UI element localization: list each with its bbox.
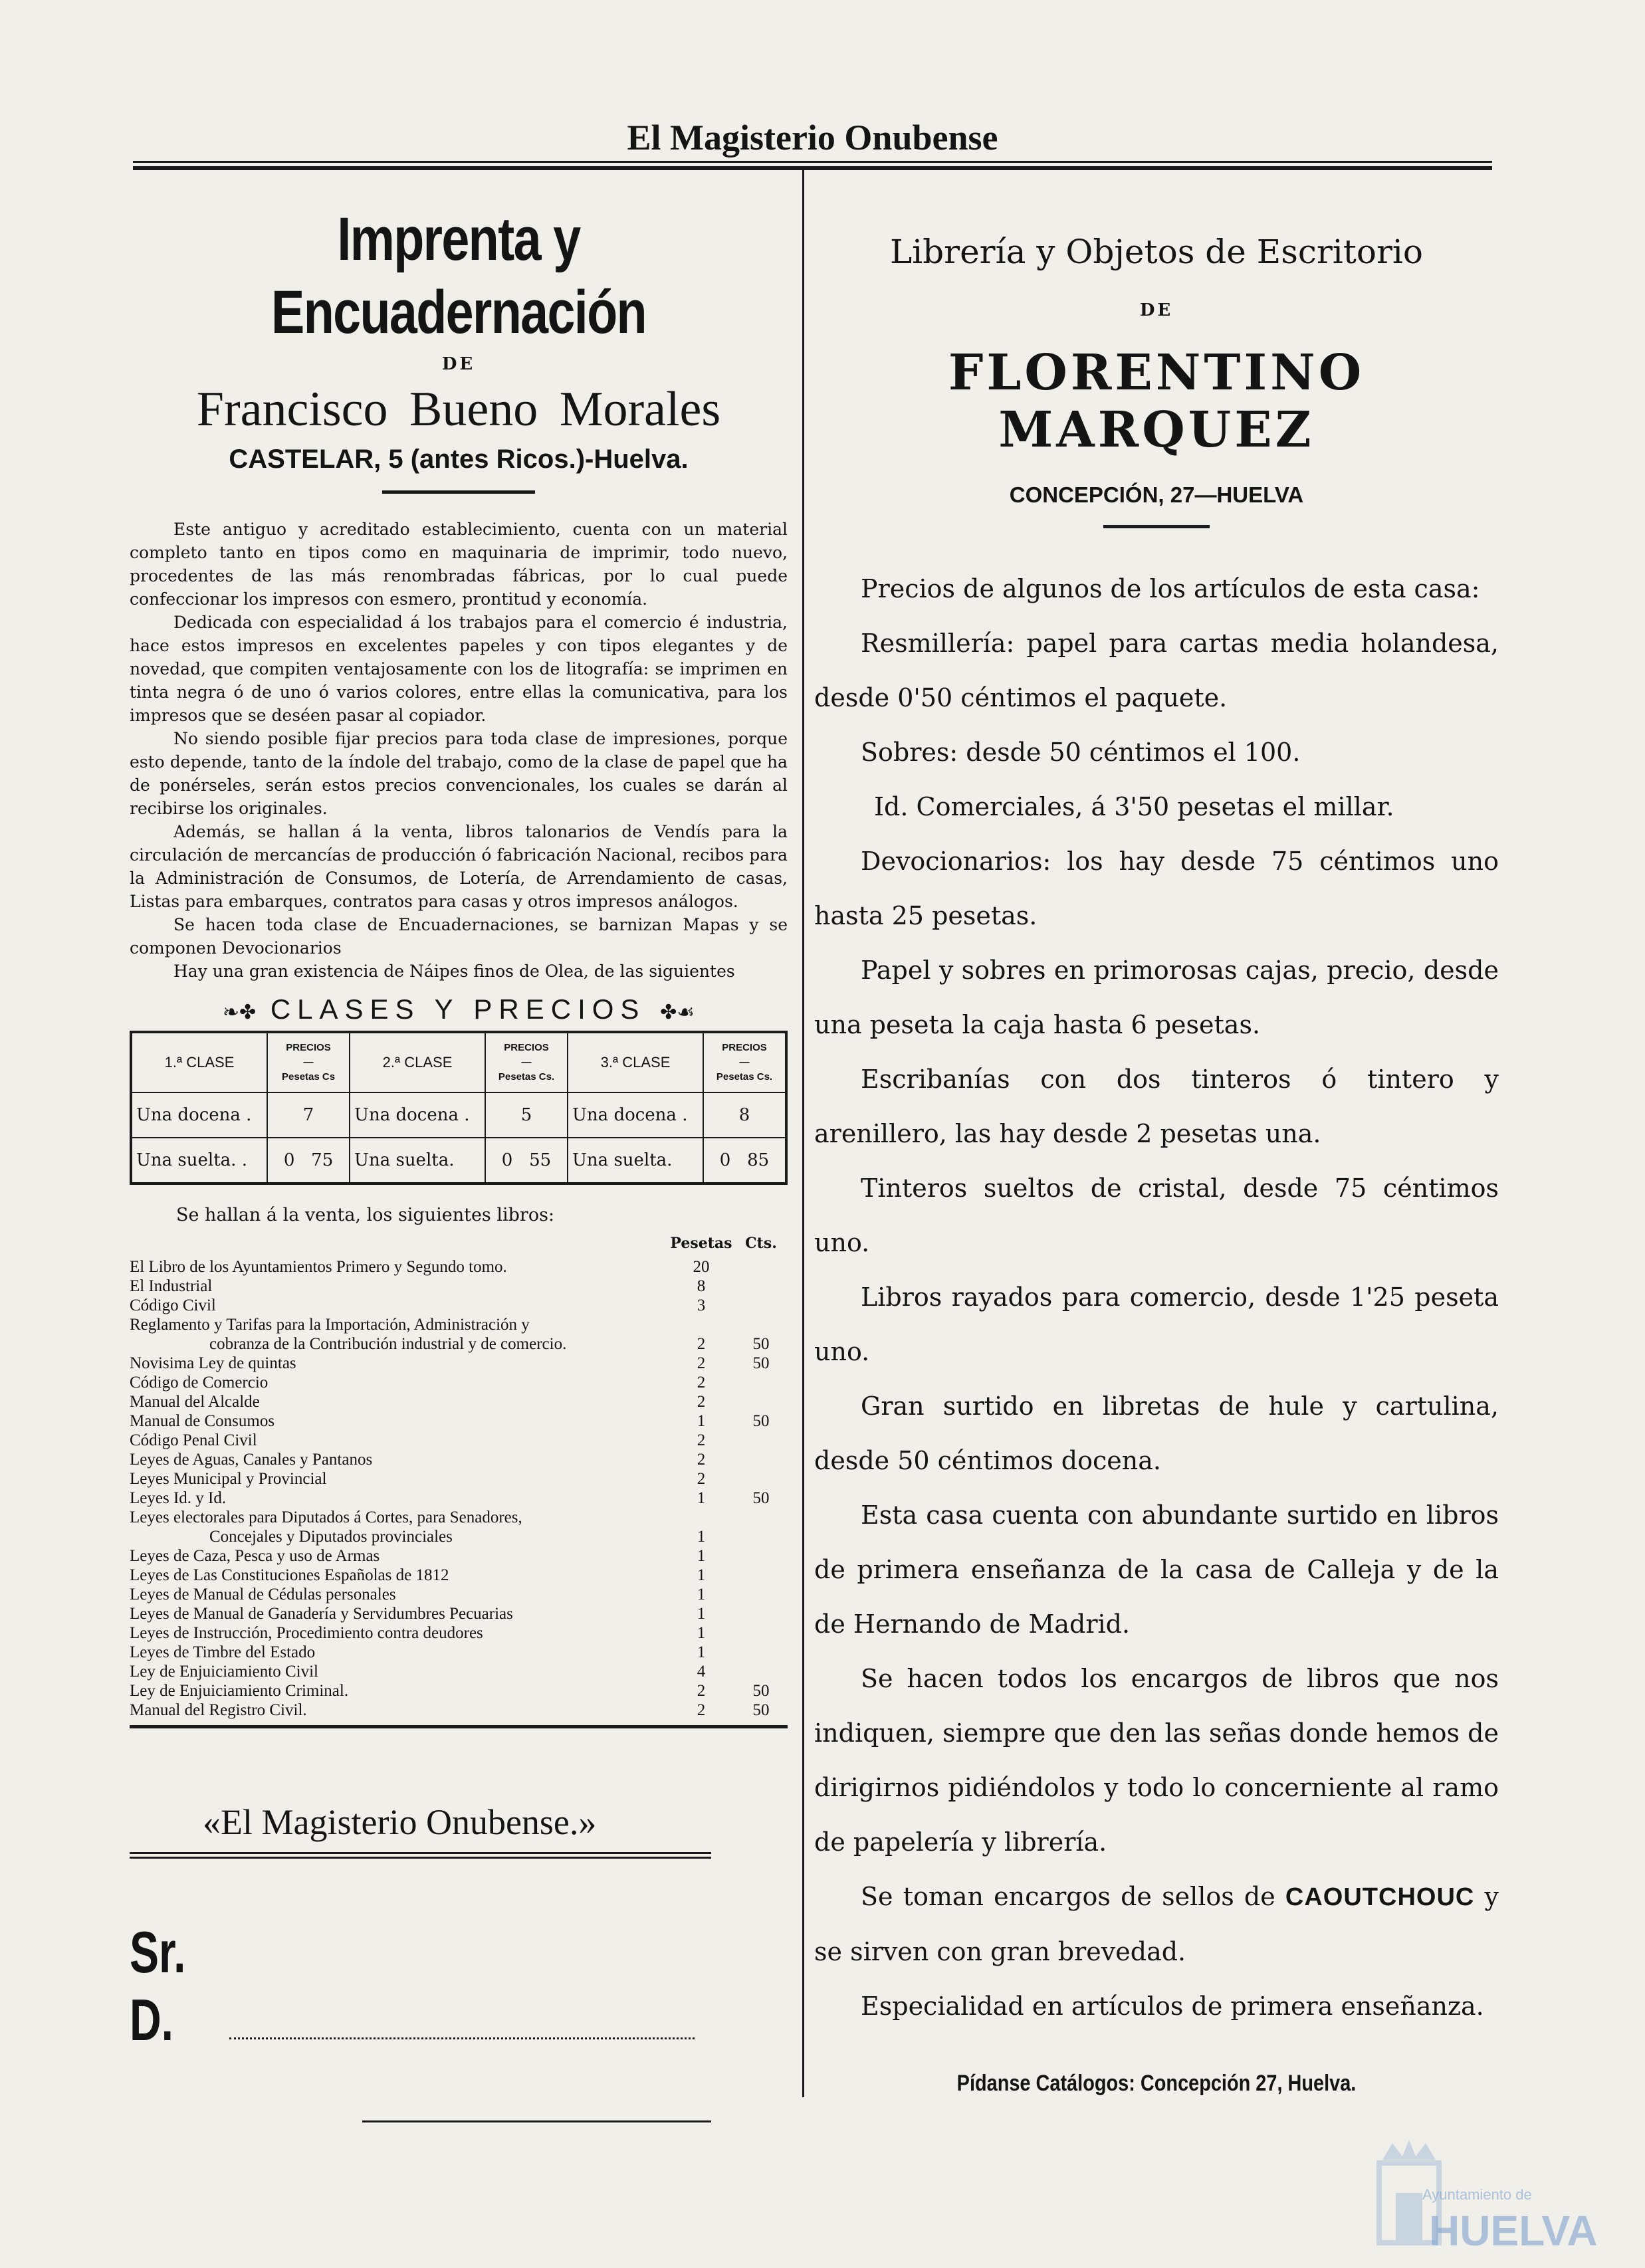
sellos-text-before: Se toman encargos de sellos de [861, 1882, 1275, 1911]
book-title-text: Leyes de Manual de Ganadería y Servidumbres Pecuarias [130, 1605, 513, 1623]
class-2-header: 2.ª CLASE [350, 1032, 485, 1092]
book-title-text: Leyes de Timbre del Estado [130, 1643, 316, 1661]
book-title [130, 1411, 668, 1431]
book-pesetas: 1 [697, 1566, 706, 1584]
paragraph: Dedicada con especialidad á los trabajos para el comercio é industria, hace estos impresos en excelentes papeles y con tipos elegantes y de novedad, que compiten ventajosamente con los de litografía: se imprimen en tinta negra ó de uno ó varios colores, entre ellas la comunicativa, para los impresos que se deséen pasar al copiador. [130, 613, 788, 725]
address-line [130, 1918, 788, 2054]
price-pesetas: 0 [283, 1150, 295, 1170]
price-pesetas: 0 [719, 1150, 731, 1170]
price-header-dash: — [303, 1057, 314, 1068]
table-cell: Una docena . [350, 1092, 485, 1138]
books-intro: Se hallan á la venta, los siguientes libros: [176, 1205, 555, 1225]
sr-label: Sr. D. [130, 1919, 186, 2053]
class-3-header: 3.ª CLASE [568, 1032, 703, 1092]
subscription-rule [130, 1852, 711, 1854]
list-item [130, 1566, 788, 1585]
price-header-top: PRECIOS [286, 1042, 331, 1053]
list-item [130, 1257, 788, 1277]
book-pesetas: 2 [697, 1470, 706, 1488]
clases-precios-heading [130, 993, 788, 1025]
book-title-text: Novisima Ley de quintas [130, 1354, 296, 1372]
book-cents: 50 [752, 1354, 770, 1372]
table-cell [267, 1138, 350, 1184]
book-cents: 50 [752, 1412, 770, 1430]
book-pesetas: 3 [697, 1296, 706, 1314]
paragraph: Libros rayados para comercio, desde 1'25 peseta uno. [814, 1283, 1499, 1366]
table-row [131, 1092, 786, 1138]
book-title-text: Leyes de Caza, Pesca y uso de Armas [130, 1547, 380, 1565]
libreria-body [814, 562, 1499, 2033]
book-title-text: Leyes Id. y Id. [130, 1489, 227, 1507]
price-header [703, 1032, 786, 1092]
book-pesetas: 2 [697, 1682, 706, 1700]
book-cents: 50 [752, 1489, 770, 1507]
book-title-text: Código Civil [130, 1296, 216, 1314]
book-pesetas: 1 [697, 1412, 706, 1430]
paragraph: Resmillería: papel para cartas media holandesa, desde 0'50 céntimos el paquete. [814, 629, 1499, 712]
column-divider [802, 170, 804, 2097]
book-pesetas: 1 [697, 1624, 706, 1642]
book-title [130, 1701, 668, 1720]
pesetas-header: Pesetas [670, 1235, 732, 1252]
price-header-dash: — [739, 1057, 750, 1068]
book-title-text: Manual del Alcalde [130, 1393, 260, 1411]
book-title [130, 1643, 668, 1662]
list-item [130, 1662, 788, 1681]
book-title-text: Leyes Municipal y Provincial [130, 1470, 327, 1488]
sellos-text-after: y se sirven con gran brevedad. [814, 1882, 1499, 1966]
books-column-headers [130, 1235, 788, 1252]
book-title-text: Leyes de Instrucción, Procedimiento contra deudores [130, 1624, 483, 1642]
book-pesetas: 1 [697, 1586, 706, 1603]
book-title [130, 1334, 668, 1354]
book-title-text: cobranza de la Contribución industrial y de comercio. [209, 1335, 567, 1353]
book-title [130, 1277, 668, 1296]
list-item [130, 1354, 788, 1373]
price-table [130, 1031, 788, 1185]
paragraph: Escribanías con dos tinteros ó tintero y arenillero, las hay desde 2 pesetas una. [814, 1065, 1499, 1148]
table-cell: Una docena . [131, 1092, 267, 1138]
caoutchouc-word: CAOUTCHOUC [1285, 1883, 1475, 1911]
book-title [130, 1585, 668, 1604]
book-title [130, 1373, 668, 1392]
book-title [130, 1604, 668, 1623]
book-pesetas: 1 [697, 1605, 706, 1623]
price-header-dash: — [521, 1057, 532, 1068]
libreria-de: DE [1139, 300, 1174, 320]
price-cents: 85 [747, 1150, 770, 1170]
book-pesetas: 2 [697, 1701, 706, 1719]
book-title-text: El Industrial [130, 1277, 213, 1295]
paragraph: Este antiguo y acreditado establecimiento, cuenta con un material completo tanto en tipos como en maquinaria de imprimir, todo nuevo, procedentes de las más renombradas fábricas, por lo cual puede confeccionar los impresos con esmero, prontitud y economía. [130, 520, 788, 609]
price-cents: 55 [529, 1150, 552, 1170]
books-rule [130, 1725, 788, 1728]
list-item [130, 1701, 788, 1720]
watermark-text: HUELVA [1429, 2207, 1598, 2255]
list-item [130, 1489, 788, 1508]
book-title-text: Ley de Enjuiciamiento Civil [130, 1663, 318, 1681]
book-title [130, 1681, 668, 1701]
table-cell [485, 1092, 568, 1138]
paragraph: Especialidad en artículos de primera enseñanza. [861, 1992, 1484, 2021]
book-title [130, 1296, 668, 1315]
price-table-header [131, 1032, 786, 1092]
list-item [130, 1277, 788, 1296]
right-advertisement [814, 179, 1499, 2097]
book-title [130, 1623, 668, 1643]
book-title [130, 1508, 668, 1527]
paragraph: Gran surtido en libretas de hule y cartulina, desde 50 céntimos docena. [814, 1392, 1499, 1475]
book-title-text: Manual de Consumos [130, 1412, 275, 1430]
book-pesetas: 2 [697, 1374, 706, 1392]
list-item [130, 1527, 788, 1546]
list-item [130, 1450, 788, 1469]
cts-header: Cts. [745, 1235, 777, 1252]
book-title [130, 1662, 668, 1681]
catalog-footer: Pídanse Catálogos: Concepción 27, Huelva. [956, 2071, 1357, 2096]
watermark-small-text: Ayuntamiento de [1422, 2186, 1532, 2203]
list-item [130, 1411, 788, 1431]
table-cell [267, 1092, 350, 1138]
list-item [130, 1643, 788, 1662]
address-rule [362, 2120, 711, 2122]
ornament-right-icon: ✤☙ [660, 1001, 695, 1023]
book-title-text: El Libro de los Ayuntamientos Primero y Segundo tomo. [130, 1258, 507, 1276]
list-item [130, 1373, 788, 1392]
list-item [130, 1431, 788, 1450]
page-header-title: El Magisterio Onubense [627, 118, 998, 157]
header-rule-thick [133, 166, 1492, 170]
price-header [485, 1032, 568, 1092]
book-pesetas: 1 [697, 1528, 706, 1546]
price-header-top: PRECIOS [722, 1042, 767, 1053]
list-item [130, 1508, 788, 1527]
list-item [130, 1469, 788, 1489]
libreria-title: Librería y Objetos de Escritorio [889, 233, 1423, 271]
book-title-text: Reglamento y Tarifas para la Importación, Administración y [130, 1316, 530, 1334]
book-pesetas: 2 [697, 1354, 706, 1372]
divider [1103, 525, 1210, 528]
book-title [130, 1566, 668, 1585]
book-pesetas: 1 [697, 1489, 706, 1507]
paragraph: Hay una gran existencia de Náipes finos de Olea, de las siguientes [173, 962, 735, 981]
table-cell [703, 1138, 786, 1184]
table-row [131, 1138, 786, 1184]
paragraph: Sobres: desde 50 céntimos el 100. [861, 738, 1301, 767]
address-dots [229, 2031, 695, 2039]
header-rule [133, 161, 1492, 163]
books-list [130, 1257, 788, 1720]
price-header-units: Pesetas Cs [282, 1071, 336, 1082]
book-cents: 50 [752, 1335, 770, 1353]
book-title [130, 1354, 668, 1373]
book-title-text: Concejales y Diputados provinciales [209, 1528, 453, 1546]
price-header-units: Pesetas Cs. [716, 1071, 773, 1082]
book-pesetas: 2 [697, 1431, 706, 1449]
class-1-header: 1.ª CLASE [131, 1032, 267, 1092]
book-title-text: Código Penal Civil [130, 1431, 257, 1449]
price-pesetas: 0 [501, 1150, 513, 1170]
paragraph: Se hacen toda clase de Encuadernaciones, se barnizan Mapas y se componen Devocionarios [130, 915, 788, 958]
libreria-owner: FLORENTINO MARQUEZ [948, 344, 1365, 459]
list-item [130, 1296, 788, 1315]
paragraph: Devocionarios: los hay desde 75 céntimos uno hasta 25 pesetas. [814, 847, 1499, 930]
paragraph: Esta casa cuenta con abundante surtido en libros de primera enseñanza de la casa de Calleja y de la de Hernando de Madrid. [814, 1500, 1499, 1639]
imprenta-address: CASTELAR, 5 (antes Ricos.)-Huelva. [229, 445, 689, 474]
book-pesetas: 4 [697, 1663, 706, 1681]
table-cell: Una suelta. . [131, 1138, 267, 1184]
book-title [130, 1527, 668, 1546]
divider [382, 490, 535, 494]
book-title [130, 1315, 668, 1334]
book-cents: 50 [752, 1701, 770, 1719]
book-pesetas: 1 [697, 1547, 706, 1565]
imprenta-body [130, 518, 788, 983]
table-cell: Una suelta. [350, 1138, 485, 1184]
book-cents: 50 [752, 1682, 770, 1700]
book-title-text: Leyes de Manual de Cédulas personales [130, 1586, 396, 1603]
book-title [130, 1392, 668, 1411]
book-pesetas: 20 [693, 1258, 710, 1276]
book-title-text: Ley de Enjuiciamiento Criminal. [130, 1682, 349, 1700]
list-item [130, 1604, 788, 1623]
price-pesetas: 8 [738, 1105, 750, 1125]
libreria-address: CONCEPCIÓN, 27—HUELVA [1009, 482, 1304, 507]
book-title-text: Código de Comercio [130, 1374, 269, 1392]
paragraph: Además, se hallan á la venta, libros talonarios de Vendís para la circulación de mercancías de producción ó fabricación Nacional, recibos para la Administración de Consumos, de Lotería, de Arrendamiento de casas, Listas para embarques, contratos para casas y otros impresos análogos. [130, 822, 788, 911]
paragraph: Papel y sobres en primorosas cajas, precio, desde una peseta la caja hasta 6 pesetas. [814, 956, 1499, 1039]
imprenta-title: Imprenta y Encuadernación [271, 205, 646, 346]
paragraph-sellos [814, 1869, 1499, 1979]
imprenta-owner: Francisco Bueno Morales [196, 382, 721, 437]
subscription-rule [130, 1857, 711, 1859]
list-item [130, 1334, 788, 1354]
ornament-left-icon: ❧✤ [222, 1001, 257, 1023]
list-item [130, 1585, 788, 1604]
price-header-top: PRECIOS [504, 1042, 549, 1053]
paragraph: Precios de algunos de los artículos de esta casa: [861, 574, 1480, 603]
imprenta-de: DE [441, 354, 476, 374]
book-pesetas: 2 [697, 1335, 706, 1353]
book-title [130, 1469, 668, 1489]
book-pesetas: 2 [697, 1451, 706, 1469]
book-title-text: Manual del Registro Civil. [130, 1701, 307, 1719]
list-item [130, 1546, 788, 1566]
list-item [130, 1623, 788, 1643]
price-pesetas: 5 [520, 1105, 532, 1125]
price-pesetas: 7 [302, 1105, 314, 1125]
book-title [130, 1489, 668, 1508]
subscription-title: «El Magisterio Onubense.» [203, 1802, 597, 1842]
list-item [130, 1392, 788, 1411]
price-header [267, 1032, 350, 1092]
book-title [130, 1450, 668, 1469]
book-pesetas: 2 [697, 1393, 706, 1411]
book-title-text: Leyes de Aguas, Canales y Pantanos [130, 1451, 373, 1469]
book-title [130, 1257, 668, 1277]
list-item [130, 1681, 788, 1701]
list-item [130, 1315, 788, 1334]
clases-precios-text: CLASES Y PRECIOS [270, 993, 646, 1025]
book-title-text: Leyes electorales para Diputados á Cortes, para Senadores, [130, 1508, 522, 1526]
book-pesetas: 1 [697, 1643, 706, 1661]
table-cell [485, 1138, 568, 1184]
paragraph: No siendo posible fijar precios para toda clase de impresiones, porque esto depende, tanto de la índole del trabajo, como de la clase de papel que ha de ponérseles, serán estos precios convencionales, los cuales se darán al recibirse los originales. [130, 729, 788, 818]
book-pesetas: 8 [697, 1277, 706, 1295]
table-cell: Una suelta. [568, 1138, 703, 1184]
paragraph: Se hacen todos los encargos de libros que nos indiquen, siempre que den las señas donde hemos de dirigirnos pidiéndolos y todo lo concerniente al ramo de papelería y librería. [814, 1664, 1499, 1857]
price-cents: 75 [311, 1150, 334, 1170]
paragraph: Id. Comerciales, á 3'50 pesetas el millar. [874, 792, 1394, 821]
book-title-text: Leyes de Las Constituciones Españolas de 1812 [130, 1566, 449, 1584]
book-title [130, 1546, 668, 1566]
price-header-units: Pesetas Cs. [498, 1071, 555, 1082]
paragraph: Tinteros sueltos de cristal, desde 75 céntimos uno. [814, 1174, 1499, 1257]
table-cell [703, 1092, 786, 1138]
left-advertisement [130, 179, 788, 2122]
book-title [130, 1431, 668, 1450]
table-cell: Una docena . [568, 1092, 703, 1138]
